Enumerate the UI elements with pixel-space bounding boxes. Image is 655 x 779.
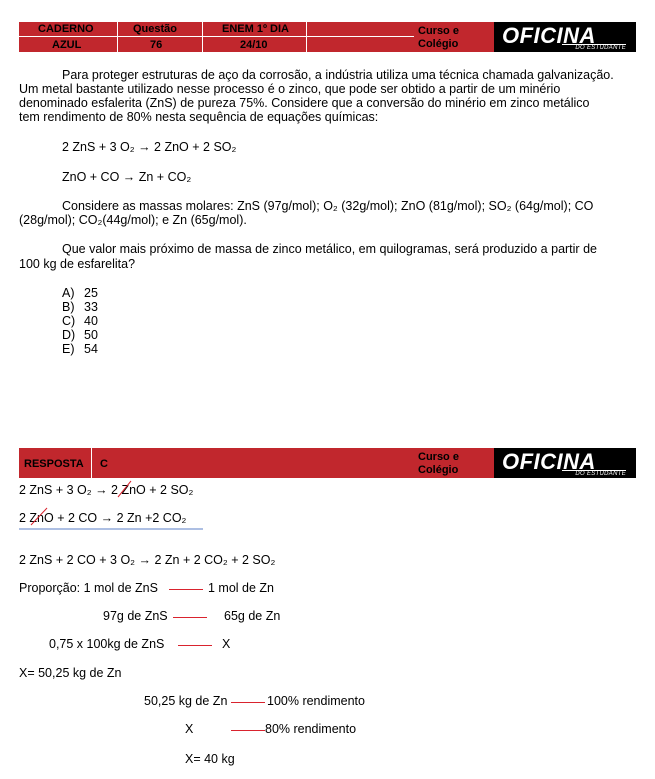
- intro-line-2: Um metal bastante utilizado nesse processo é o zinco, que pode ser obtido a partir de um minério: [19, 82, 561, 96]
- strike-mark: [118, 481, 131, 497]
- mass-row-left: 97g de ZnS: [103, 609, 168, 623]
- intro-line-1: Para proteger estruturas de aço da corrosão, a indústria utiliza uma técnica chamada galvanização.: [62, 68, 614, 82]
- purity-row-left: 0,75 x 100kg de ZnS: [49, 637, 165, 651]
- solution-eq-sum: 2 ZnS + 2 CO + 3 O₂ → 2 Zn + 2 CO₂ + 2 SO₂: [19, 553, 276, 567]
- logo-text: OFICINA: [502, 23, 596, 48]
- curso-line2: Colégio: [418, 464, 459, 476]
- logo-subtext: DO ESTUDANTE: [562, 44, 626, 51]
- option-value: 54: [84, 342, 98, 356]
- intro-line-3: denominado esfalerita (ZnS) de pureza 75%. Considere que a conversão do minério em zinco metálico: [19, 96, 590, 110]
- option-value: 33: [84, 300, 98, 314]
- curso-line1: Curso e: [418, 451, 459, 463]
- resposta-value: C: [100, 458, 108, 470]
- yield-row-left: 50,25 kg de Zn: [144, 694, 228, 708]
- ask-line-1: Que valor mais próximo de massa de zinco metálico, em quilogramas, será produzido a partir de: [62, 242, 597, 256]
- mass-row-right: 65g de Zn: [224, 609, 281, 623]
- option-letter: A): [62, 286, 75, 300]
- solution-eq-1: 2 ZnS + 3 O₂ → 2 ZnO + 2 SO₂: [19, 483, 194, 497]
- curso-line2: Colégio: [418, 38, 459, 50]
- purity-row-right: X: [222, 637, 231, 651]
- caderno-value: AZUL: [52, 39, 82, 51]
- ratio-line: [178, 645, 212, 646]
- questao-value: 76: [150, 39, 163, 51]
- logo-text: OFICINA: [502, 449, 596, 474]
- enem-value: 24/10: [240, 39, 268, 51]
- final-answer: X= 40 kg: [185, 752, 235, 766]
- ratio-line: [231, 730, 265, 731]
- solution-eq-2: 2 ZnO + 2 CO → 2 Zn +2 CO₂: [19, 511, 187, 525]
- strike-mark: [31, 508, 47, 525]
- equation-2: ZnO + CO → Zn + CO₂: [62, 170, 192, 184]
- yield-row-right: 100% rendimento: [267, 694, 365, 708]
- curso-line1: Curso e: [418, 25, 459, 37]
- proportion-right: 1 mol de Zn: [208, 581, 275, 595]
- enem-label: ENEM 1º DIA: [222, 23, 289, 35]
- ask-line-2: 100 kg de esfarelita?: [19, 257, 136, 271]
- molar-masses-line-1: Considere as massas molares: ZnS (97g/mol); O₂ (32g/mol); ZnO (81g/mol); SO₂ (64g/mol); CO: [62, 199, 594, 213]
- molar-masses-line-2: (28g/mol); CO₂(44g/mol); e Zn (65g/mol).: [19, 213, 247, 227]
- yield-row2-right: 80% rendimento: [265, 722, 357, 736]
- option-value: 50: [84, 328, 98, 342]
- caderno-label: CADERNO: [38, 23, 94, 35]
- option-letter: C): [62, 314, 76, 328]
- questao-label: Questão: [133, 23, 178, 35]
- logo-subtext: DO ESTUDANTE: [562, 470, 626, 477]
- option-value: 25: [84, 286, 98, 300]
- proportion-label: Proporção: 1 mol de ZnS: [19, 581, 158, 595]
- option-letter: E): [62, 342, 75, 356]
- option-value: 40: [84, 314, 98, 328]
- x-result: X= 50,25 kg de Zn: [19, 666, 122, 680]
- equation-1: 2 ZnS + 3 O₂ → 2 ZnO + 2 SO₂: [62, 140, 237, 154]
- ratio-line: [173, 617, 207, 618]
- yield-row2-left: X: [185, 722, 194, 736]
- intro-line-4: tem rendimento de 80% nesta sequência de equações químicas:: [19, 110, 379, 124]
- ratio-line: [169, 589, 203, 590]
- ratio-line: [231, 702, 265, 703]
- option-letter: B): [62, 300, 75, 314]
- option-letter: D): [62, 328, 76, 342]
- resposta-label: RESPOSTA: [24, 458, 84, 470]
